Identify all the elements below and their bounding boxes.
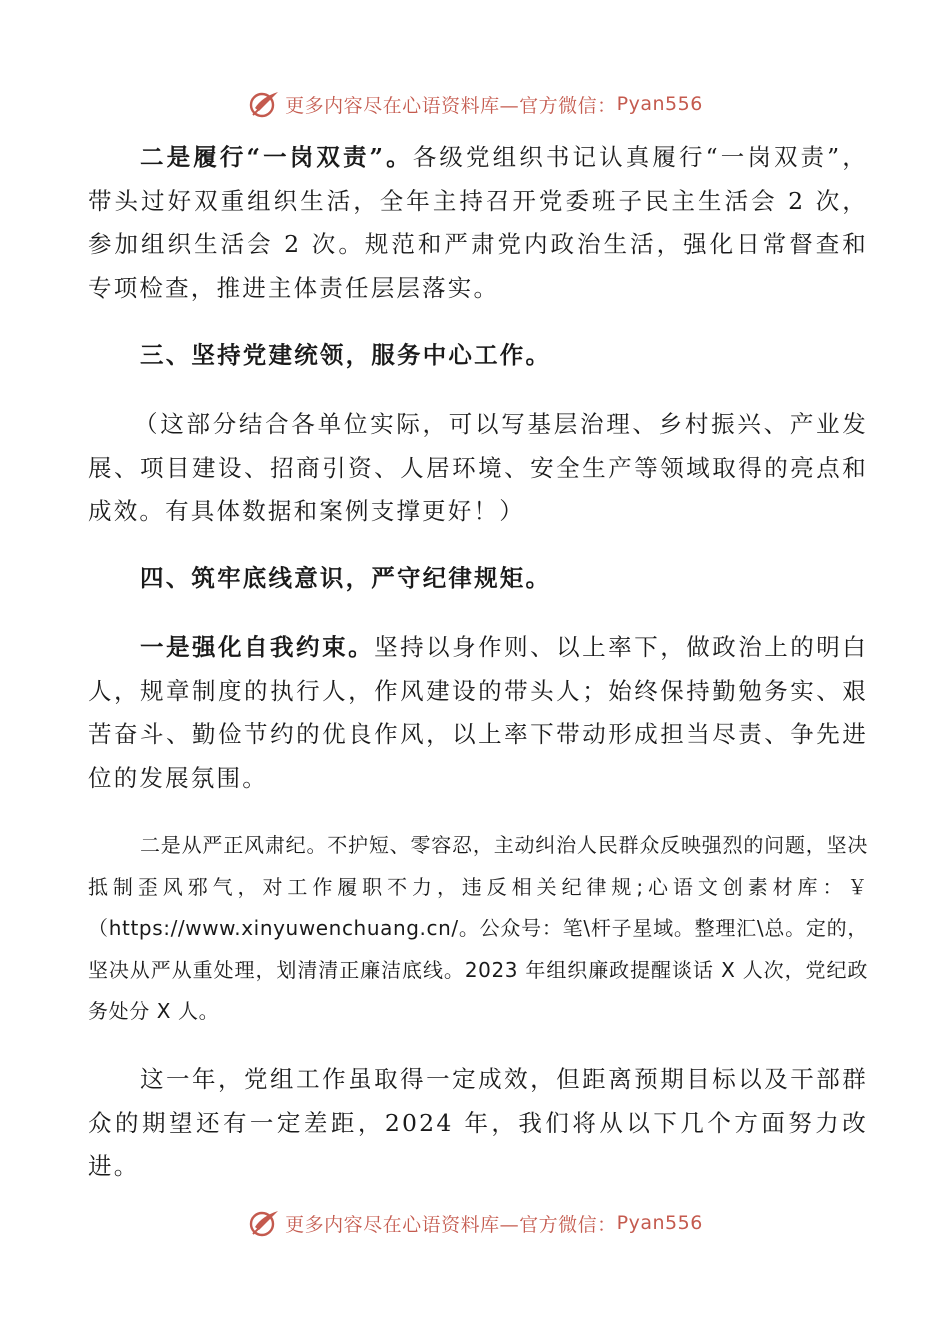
- quill-logo-icon: [247, 1208, 281, 1238]
- paragraph-discipline: 二是从严正风肃纪。不护短、零容忍，主动纠治人民群众反映强烈的问题，坚决抵制歪风邪气，对工作履职不力，违反相关纪律规;心语文创素材库：￥（https://www.xinyuwenchuang.cn/。公众号：笔\杆子星域。整理汇\总。定的，坚决从严从重处理，划清清正廉洁底线。2023 年组织廉政提醒谈话 X 人次，党纪政务处分 X 人。: [88, 833, 868, 1023]
- watermark-handle: Pyan556: [616, 93, 703, 115]
- paragraph-body: 各级党组织书记认真履行“一岗双责”，带头过好双重组织生活，全年主持召开党委班子民主生活会 2 次，参加组织生活会 2 次。规范和严肃党内政治生活，强化日常督查和专项检查，推进主体责任层层落实。: [88, 143, 868, 302]
- paragraph-lead: 一是强化自我约束。: [140, 633, 375, 661]
- paragraph-self-discipline: [88, 626, 868, 800]
- section-heading-four: 四、筑牢底线意识，严守纪律规矩。: [140, 564, 552, 592]
- watermark-header: [0, 84, 950, 124]
- paragraph-body: 坚持以身作则、以上率下，做政治上的明白人，规章制度的执行人，作风建设的带头人；始终保持勤勉务实、艰苦奋斗、勤俭节约的优良作风，以上率下带动形成担当尽责、争先进位的发展氛围。: [88, 633, 868, 792]
- watermark-text: 更多内容尽在心语资料库—官方微信：: [285, 94, 617, 117]
- paragraph-summary: 这一年，党组工作虽取得一定成效，但距离预期目标以及干部群众的期望还有一定差距，2024 年，我们将从以下几个方面努力改进。: [88, 1065, 868, 1180]
- watermark-text: 更多内容尽在心语资料库—官方微信：: [285, 1213, 617, 1236]
- watermark-footer: [0, 1203, 950, 1243]
- quill-logo-icon: [247, 89, 281, 119]
- watermark-handle: Pyan556: [616, 1212, 703, 1234]
- paragraph-duty: [88, 136, 868, 310]
- paragraph-lead: 二是履行“一岗双责”。: [140, 143, 413, 171]
- section-heading-three: 三、坚持党建统领，服务中心工作。: [140, 341, 552, 369]
- paragraph-note: （这部分结合各单位实际，可以写基层治理、乡村振兴、产业发展、项目建设、招商引资、人居环境、安全生产等领域取得的亮点和成效。有具体数据和案例支撑更好！）: [88, 410, 868, 525]
